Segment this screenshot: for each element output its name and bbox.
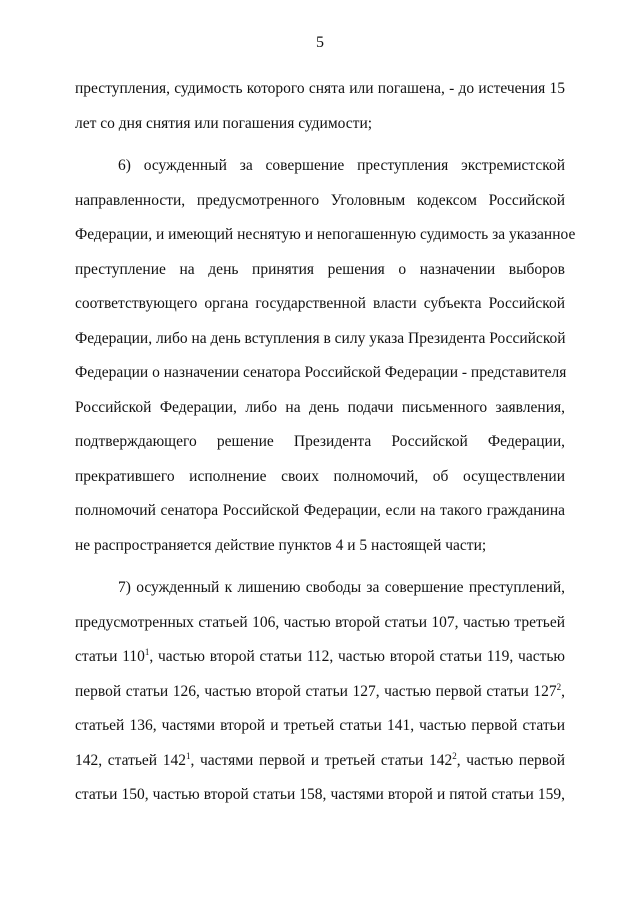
paragraph-gap xyxy=(75,141,565,149)
text-line xyxy=(75,675,565,710)
text-line xyxy=(75,571,565,606)
document-body xyxy=(75,72,576,813)
paragraph xyxy=(75,72,565,141)
text-line xyxy=(75,494,565,529)
text-run: Федерации, и имеющий неснятую и непогашенную судимость за указанное xyxy=(75,226,576,243)
text-run: статьей 136, частями второй и третьей статьи 141, частью первой статьи xyxy=(75,717,565,734)
text-run: 142, статьей 142 xyxy=(75,751,186,769)
paragraph xyxy=(75,149,576,563)
text-line xyxy=(75,253,565,288)
text-line xyxy=(75,778,565,813)
text-run: предусмотренных статьей 106, частью второй статьи 107, частью третьей xyxy=(75,613,565,631)
text-run: лет со дня снятия или погашения судимости; xyxy=(75,114,373,132)
text-line xyxy=(75,322,565,357)
text-run: , частью первой xyxy=(456,751,565,769)
text-run: статьи 150, частью второй статьи 158, частями второй и пятой статьи 159, xyxy=(75,786,565,803)
text-line xyxy=(75,425,565,460)
text-line xyxy=(75,606,565,641)
superscript: 2 xyxy=(452,750,457,761)
text-run: 7) осужденный к лишению свободы за совершение преступлений, xyxy=(118,579,565,596)
text-run: Федерации о назначении сенатора Российской Федерации - представителя xyxy=(75,364,567,381)
text-run: полномочий сенатора Российской Федерации, если на такого гражданина xyxy=(75,502,565,519)
text-line xyxy=(75,744,565,779)
text-run: прекратившего исполнение своих полномочий, об осуществлении xyxy=(75,467,565,485)
text-line xyxy=(75,709,565,744)
text-line xyxy=(75,287,565,322)
text-run: статьи 110 xyxy=(75,648,145,665)
text-run: , частями первой и третьей статьи 142 xyxy=(190,751,453,769)
text-line xyxy=(75,391,565,426)
text-run: не распространяется действие пунктов 4 и 5 настоящей части; xyxy=(75,536,487,554)
text-run: направленности, предусмотренного Уголовным кодексом Российской xyxy=(75,191,565,209)
text-run: преступление на день принятия решения о назначении выборов xyxy=(75,260,565,278)
page-number: 5 xyxy=(316,34,324,51)
text-run: , xyxy=(561,682,565,700)
text-run: , частью второй статьи 112, частью второй статьи 119, частью xyxy=(149,648,566,665)
text-run: первой статьи 126, частью второй статьи 127, частью первой статьи 127 xyxy=(75,682,557,700)
text-line xyxy=(75,107,565,142)
text-line xyxy=(75,149,565,184)
text-run: соответствующего органа государственной власти субъекта Российской xyxy=(75,295,565,312)
text-line xyxy=(75,218,576,253)
text-line xyxy=(75,184,565,219)
superscript: 2 xyxy=(556,681,562,692)
text-line xyxy=(75,72,565,107)
superscript: 1 xyxy=(144,647,150,657)
paragraph xyxy=(75,571,565,813)
text-line xyxy=(75,640,565,675)
text-run: преступления, судимость которого снята или погашена, - до истечения 15 xyxy=(75,80,565,97)
text-line xyxy=(75,529,565,564)
text-line xyxy=(75,460,565,495)
text-run: Федерации, либо на день вступления в силу указа Президента Российской xyxy=(75,329,566,347)
superscript: 1 xyxy=(185,750,191,761)
paragraph-gap xyxy=(75,563,565,571)
text-run: 6) осужденный за совершение преступления экстремистской xyxy=(118,157,565,174)
text-run: подтверждающего решение Президента Российской Федерации, xyxy=(75,433,565,450)
text-run: Российской Федерации, либо на день подачи письменного заявления, xyxy=(75,398,565,416)
text-line xyxy=(75,356,565,391)
